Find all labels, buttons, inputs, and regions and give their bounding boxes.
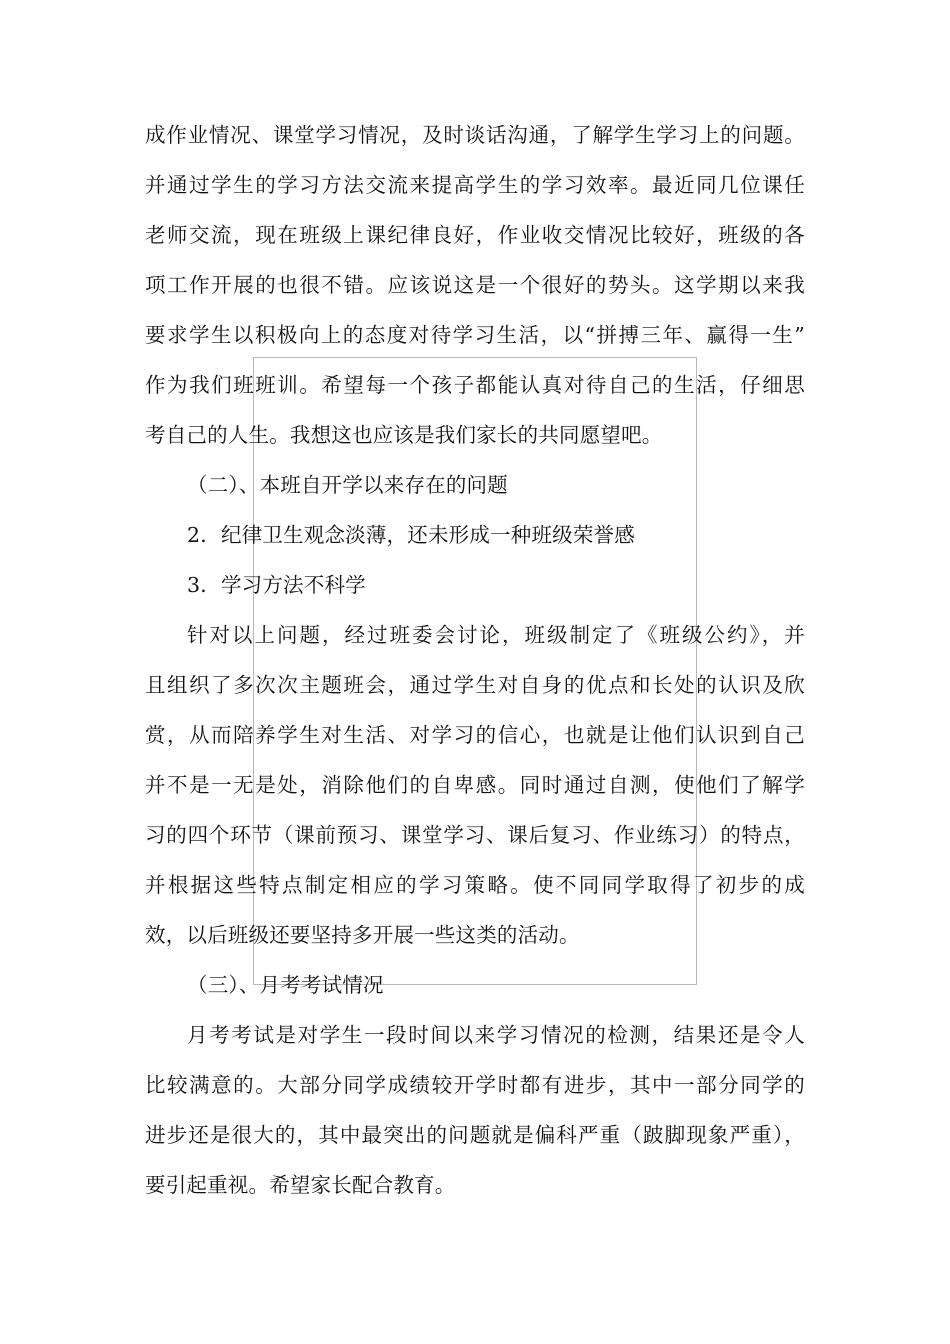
section-heading: （三）、月考考试情况 xyxy=(187,973,384,997)
paragraph-line: 且组织了多次次主题班会，通过学生对自身的优点和长处的认识及欣 xyxy=(145,673,805,697)
paragraph-line: 考自己的人生。我想这也应该是我们家长的共同愿望吧。 xyxy=(145,423,663,447)
list-item: 3．学习方法不科学 xyxy=(187,573,366,597)
section-heading: （二）、本班自开学以来存在的问题 xyxy=(187,473,508,497)
paragraph-line: 老师交流，现在班级上课纪律良好，作业收交情况比较好，班级的各 xyxy=(145,223,805,247)
paragraph-line: 进步还是很大的，其中最突出的问题就是偏科严重（跛脚现象严重）， xyxy=(145,1123,805,1147)
paragraph-line: 并通过学生的学习方法交流来提高学生的学习效率。最近同几位课任 xyxy=(145,173,805,197)
paragraph-line: 并根据这些特点制定相应的学习策略。使不同同学取得了初步的成 xyxy=(145,873,805,897)
paragraph-line: 并不是一无是处，消除他们的自卑感。同时通过自测，使他们了解学 xyxy=(145,773,805,797)
paragraph-line: 要求学生以积极向上的态度对待学习生活，以“拼搏三年、赢得一生” xyxy=(145,323,805,347)
paragraph-line: 作为我们班班训。希望每一个孩子都能认真对待自己的生活，仔细思 xyxy=(145,373,805,397)
paragraph-line: 比较满意的。大部分同学成绩较开学时都有进步，其中一部分同学的 xyxy=(145,1073,805,1097)
paragraph-line: 赏，从而陪养学生对生活、对学习的信心，也就是让他们认识到自己 xyxy=(145,723,805,747)
list-item: 2．纪律卫生观念淡薄，还未形成一种班级荣誉感 xyxy=(187,523,635,547)
paragraph-line: 效，以后班级还要坚持多开展一些这类的活动。 xyxy=(145,923,580,947)
paragraph-line: 成作业情况、课堂学习情况，及时谈话沟通，了解学生学习上的问题。 xyxy=(145,123,805,147)
paragraph-line: 月考考试是对学生一段时间以来学习情况的检测，结果还是令人 xyxy=(187,1023,805,1047)
paragraph-line: 针对以上问题，经过班委会讨论，班级制定了《班级公约》，并 xyxy=(187,623,805,647)
paragraph-line: 项工作开展的也很不错。应该说这是一个很好的势头。这学期以来我 xyxy=(145,273,805,297)
paragraph-line: 要引起重视。希望家长配合教育。 xyxy=(145,1173,456,1197)
paragraph-line: 习的四个环节（课前预习、课堂学习、课后复习、作业练习）的特点， xyxy=(145,823,805,847)
